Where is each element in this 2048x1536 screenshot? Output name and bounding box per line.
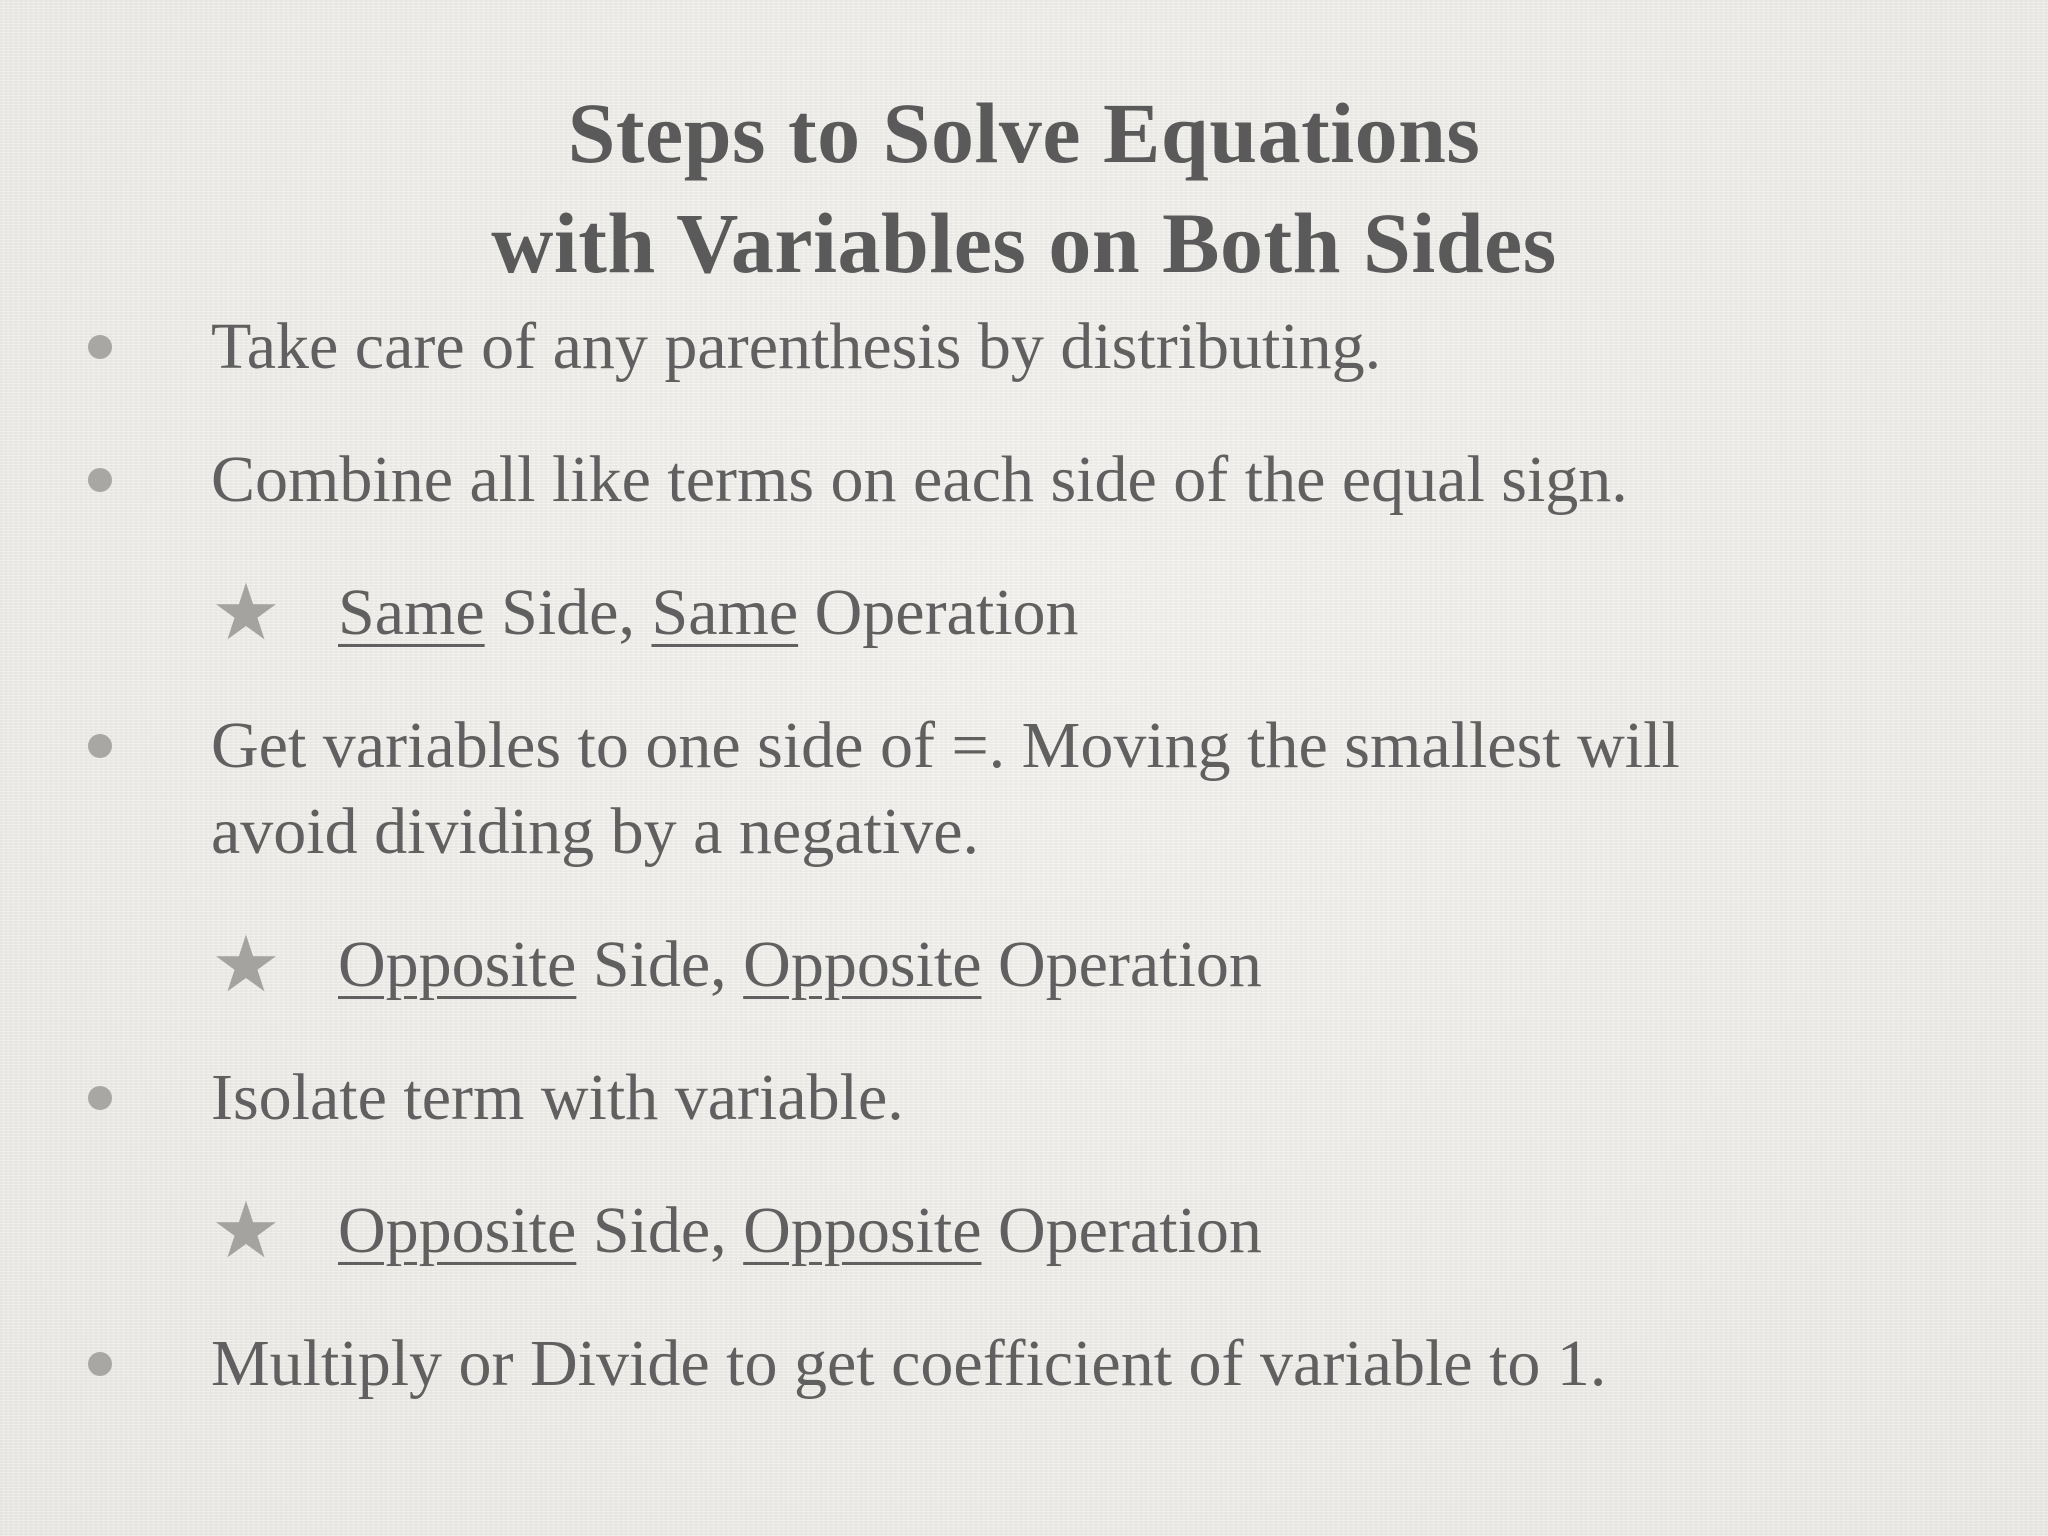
bullet-text: Combine all like terms on each side of the equal sign. xyxy=(211,443,1628,516)
title-line-1: Steps to Solve Equations xyxy=(567,85,1481,181)
title-line-2: with Variables on Both Sides xyxy=(491,195,1557,291)
star-icon: ★ xyxy=(211,1186,281,1276)
bullet-dot-icon xyxy=(88,1352,112,1376)
slide-title xyxy=(0,78,2048,298)
underlined-word: Opposite xyxy=(338,928,577,1001)
sub-text-mid: Side, xyxy=(576,928,744,1001)
sub-text-mid: Side, xyxy=(484,576,652,649)
underlined-word: Same xyxy=(338,576,485,649)
sub-text-tail: Operation xyxy=(981,1194,1262,1267)
bullet-dot-icon xyxy=(88,1086,112,1110)
underlined-word: Same xyxy=(651,576,799,649)
bullet-text: Isolate term with variable. xyxy=(211,1061,904,1134)
star-icon: ★ xyxy=(211,568,281,658)
underlined-word: Opposite xyxy=(743,1194,982,1267)
sub-text-tail: Operation xyxy=(981,928,1262,1001)
sub-bullet-text xyxy=(338,922,1262,1008)
underlined-word: Opposite xyxy=(338,1194,577,1267)
bullet-text: Take care of any parenthesis by distributing. xyxy=(211,310,1382,383)
bullet-text-line-1: Get variables to one side of =. Moving the smallest will xyxy=(211,709,1680,782)
sub-text-mid: Side, xyxy=(576,1194,744,1267)
bullet-text: Multiply or Divide to get coefficient of variable to 1. xyxy=(211,1327,1607,1400)
bullet-dot-icon xyxy=(88,335,112,359)
bullet-dot-icon xyxy=(88,468,112,492)
sub-bullet-text xyxy=(338,570,1079,656)
bullet-text-line-2: avoid dividing by a negative. xyxy=(211,795,979,868)
sub-text-tail: Operation xyxy=(798,576,1079,649)
underlined-word: Opposite xyxy=(743,928,982,1001)
bullet-dot-icon xyxy=(88,734,112,758)
sub-bullet-text xyxy=(338,1188,1262,1274)
star-icon: ★ xyxy=(211,920,281,1010)
